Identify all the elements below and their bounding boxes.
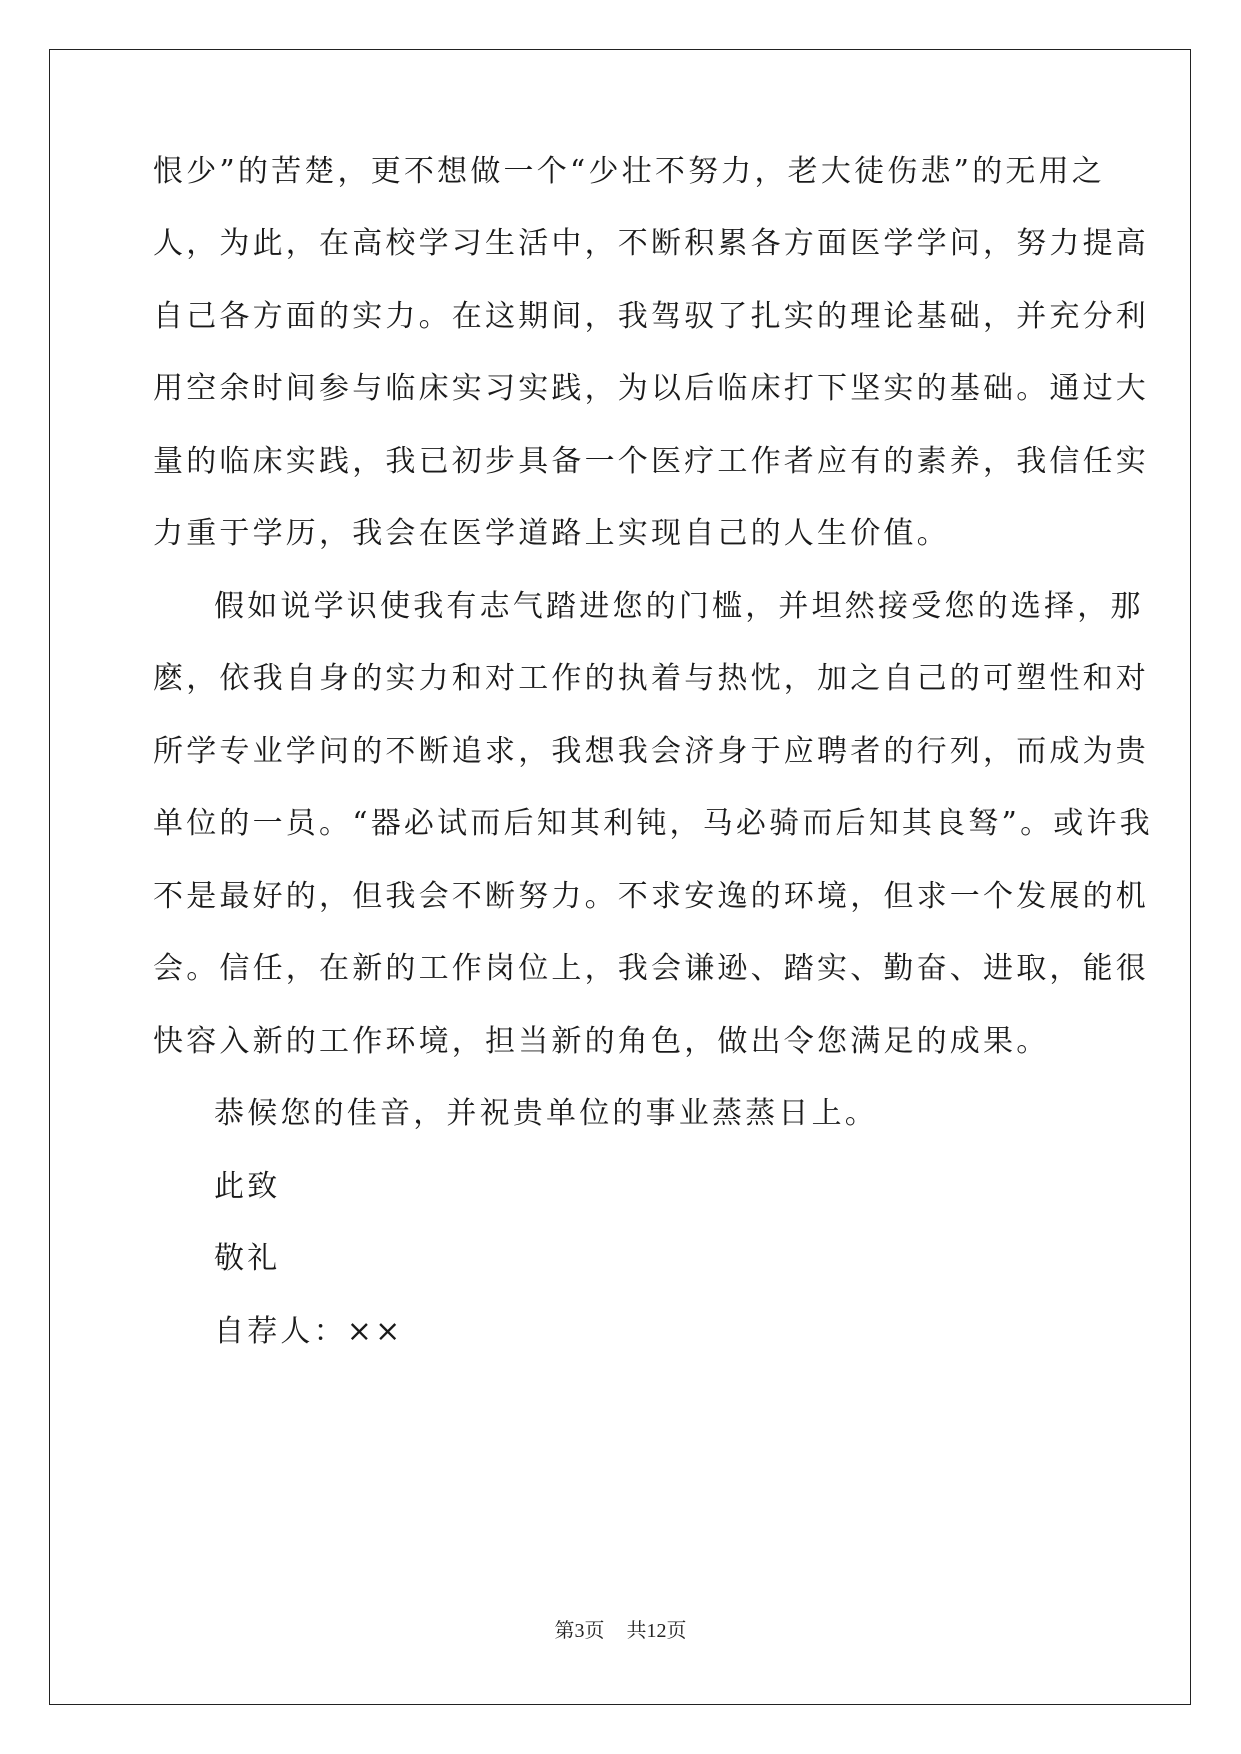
page-footer bbox=[0, 1619, 1241, 1643]
paragraph-line: 所学专业学问的不断追求，我想我会济身于应聘者的行列，而成为贵 bbox=[153, 734, 1149, 769]
paragraph-line: 自己各方面的实力。在这期间，我驾驭了扎实的理论基础，并充分利 bbox=[153, 299, 1149, 334]
paragraph-line: 单位的一员。“器必试而后知其利钝，马必骑而后知其良驽”。或许我 bbox=[153, 806, 1153, 841]
paragraph-line: 麽，依我自身的实力和对工作的执着与热忱，加之自己的可塑性和对 bbox=[153, 661, 1149, 696]
paragraph-line: 会。信任，在新的工作岗位上，我会谦逊、踏实、勤奋、进取，能很 bbox=[153, 951, 1149, 986]
paragraph-line: 用空余时间参与临床实习实践，为以后临床打下坚实的基础。通过大 bbox=[153, 371, 1149, 406]
paragraph-line: 假如说学识使我有志气踏进您的门槛，并坦然接受您的选择，那 bbox=[214, 589, 1144, 624]
signature-line: 自荐人：×× bbox=[214, 1314, 404, 1349]
page-number-current: 第3页 bbox=[554, 1620, 605, 1642]
closing-wish: 恭候您的佳音，并祝贵单位的事业蒸蒸日上。 bbox=[214, 1096, 878, 1131]
page-number-total: 共12页 bbox=[626, 1620, 687, 1642]
paragraph-line: 力重于学历，我会在医学道路上实现自己的人生价值。 bbox=[153, 516, 950, 551]
paragraph-line: 恨少”的苦楚，更不想做一个“少壮不努力，老大徒伤悲”的无用之 bbox=[153, 154, 1106, 189]
paragraph-line: 不是最好的，但我会不断努力。不求安逸的环境，但求一个发展的机 bbox=[153, 879, 1149, 914]
paragraph-line: 快容入新的工作环境，担当新的角色，做出令您满足的成果。 bbox=[153, 1024, 1050, 1059]
paragraph-line: 量的临床实践，我已初步具备一个医疗工作者应有的素养，我信任实 bbox=[153, 444, 1149, 479]
paragraph-line: 人，为此，在高校学习生活中，不断积累各方面医学学问，努力提高 bbox=[153, 226, 1149, 261]
salutation-jingli: 敬礼 bbox=[214, 1241, 281, 1276]
salutation-cizhi: 此致 bbox=[214, 1169, 281, 1204]
